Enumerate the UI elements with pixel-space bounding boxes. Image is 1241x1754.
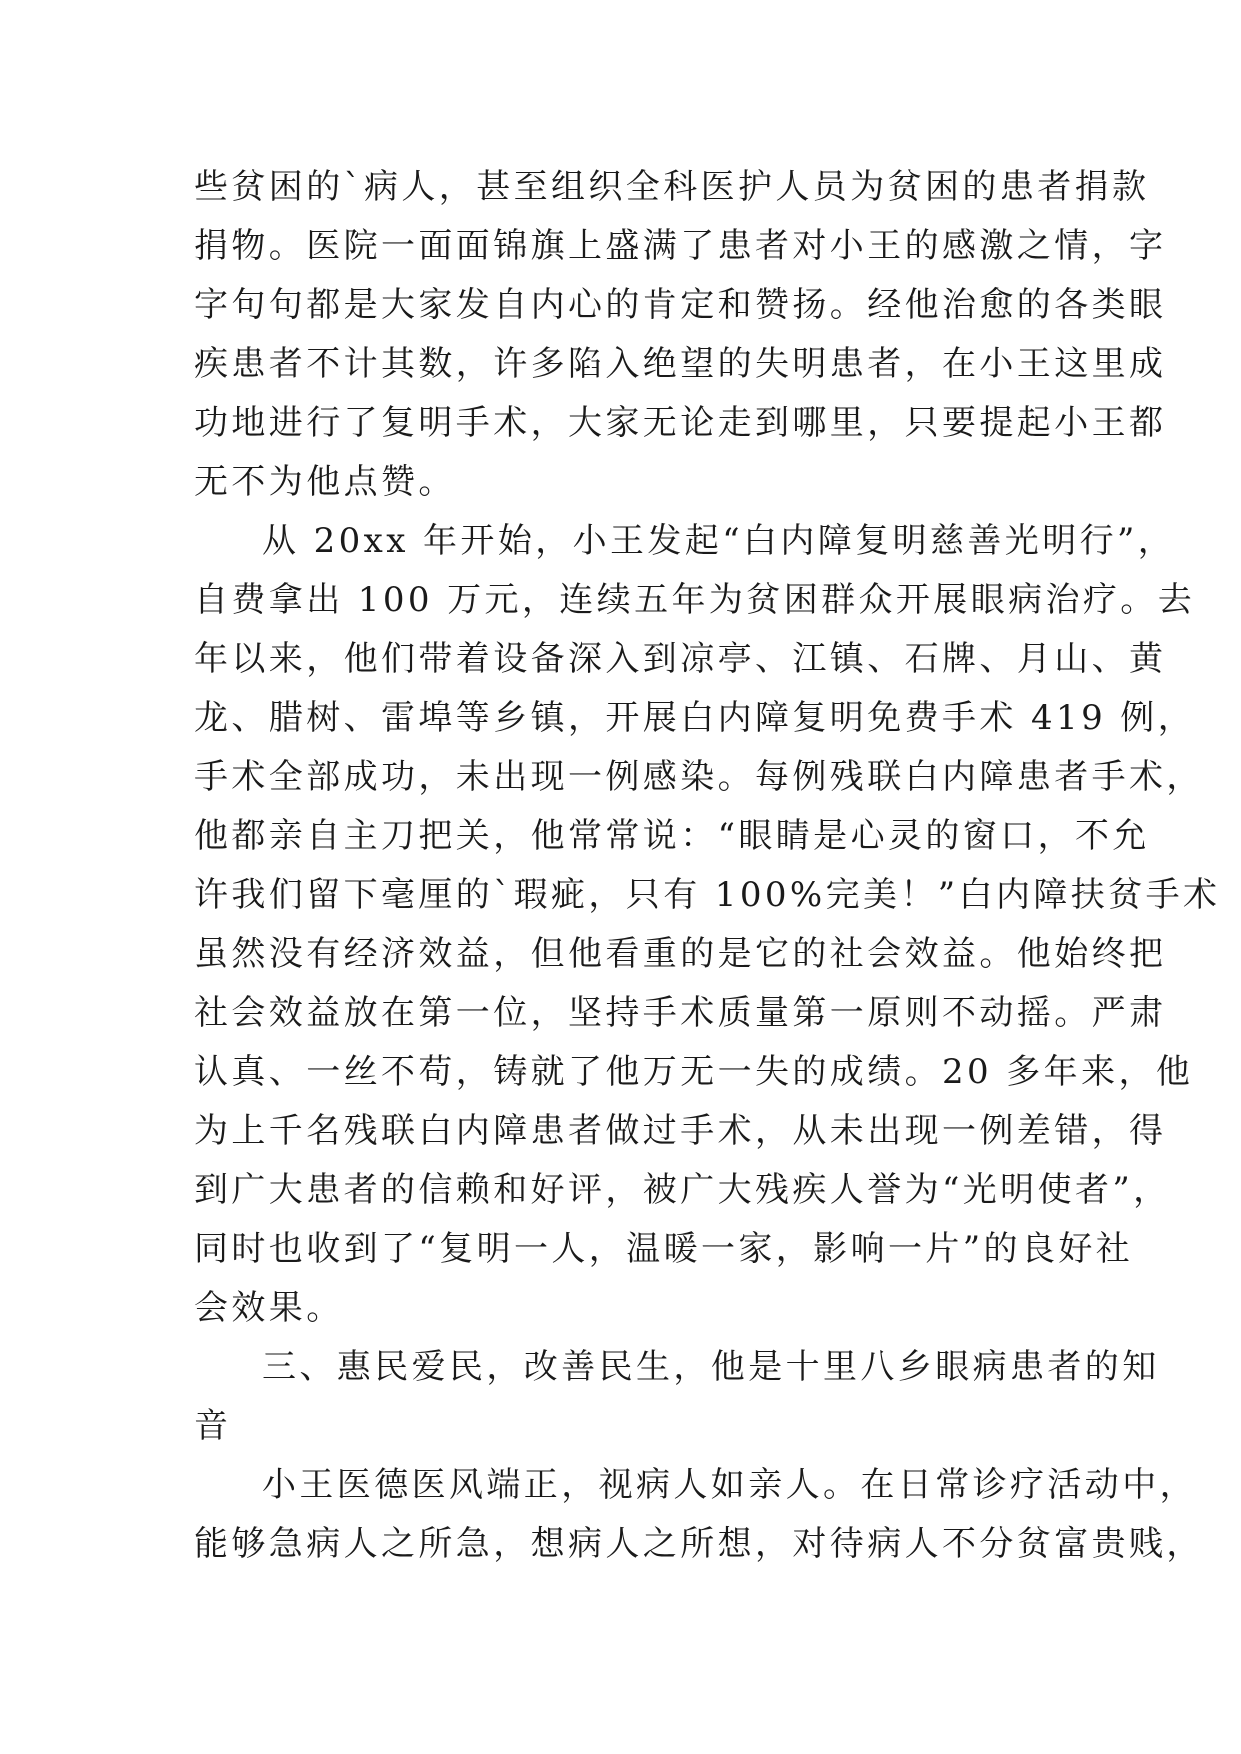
section-heading: 三、惠民爱民，改善民生，他是十里八乡眼病患者的知 — [262, 1347, 1160, 1387]
paragraph-first-line: 小王医德医风端正，视病人如亲人。在日常诊疗活动中， — [262, 1465, 1197, 1505]
text-line: 捐物。医院一面面锦旗上盛满了患者对小王的感激之情，字 — [194, 226, 1167, 266]
text-line: 字句句都是大家发自内心的肯定和赞扬。经他治愈的各类眼 — [194, 285, 1167, 325]
section-heading-continuation: 音 — [194, 1406, 232, 1446]
paragraph-first-line: 从 20xx 年开始，小王发起“白内障复明慈善光明行”， — [262, 521, 1176, 561]
text-line: 虽然没有经济效益，但他看重的是它的社会效益。他始终把 — [194, 934, 1167, 974]
text-line: 会效果。 — [194, 1288, 344, 1328]
text-line: 些贫困的`病人，甚至组织全科医护人员为贫困的患者捐款 — [194, 167, 1150, 207]
text-line: 功地进行了复明手术，大家无论走到哪里，只要提起小王都 — [194, 403, 1167, 443]
text-line: 认真、一丝不苟，铸就了他万无一失的成绩。20 多年来，他 — [194, 1052, 1194, 1092]
text-line: 社会效益放在第一位，坚持手术质量第一原则不动摇。严肃 — [194, 993, 1167, 1033]
text-line: 到广大患者的信赖和好评，被广大残疾人誉为“光明使者”， — [194, 1170, 1171, 1210]
text-line: 为上千名残联白内障患者做过手术，从未出现一例差错，得 — [194, 1111, 1167, 1151]
text-line: 许我们留下毫厘的`瑕疵，只有 100%完美！”白内障扶贫手术 — [194, 875, 1221, 915]
text-line: 他都亲自主刀把关，他常常说：“眼睛是心灵的窗口，不允 — [194, 816, 1150, 856]
text-line: 疾患者不计其数，许多陷入绝望的失明患者，在小王这里成 — [194, 344, 1167, 384]
text-line: 自费拿出 100 万元，连续五年为贫困群众开展眼病治疗。去 — [194, 580, 1196, 620]
text-line: 无不为他点赞。 — [194, 462, 456, 502]
text-line: 年以来，他们带着设备深入到凉亭、江镇、石牌、月山、黄 — [194, 639, 1167, 679]
text-line: 龙、腊树、雷埠等乡镇，开展白内障复明免费手术 419 例， — [194, 698, 1196, 738]
text-line: 能够急病人之所急，想病人之所想，对待病人不分贫富贵贱， — [194, 1524, 1204, 1564]
text-line: 手术全部成功，未出现一例感染。每例残联白内障患者手术， — [194, 757, 1204, 797]
text-line: 同时也收到了“复明一人，温暖一家，影响一片”的良好社 — [194, 1229, 1134, 1269]
